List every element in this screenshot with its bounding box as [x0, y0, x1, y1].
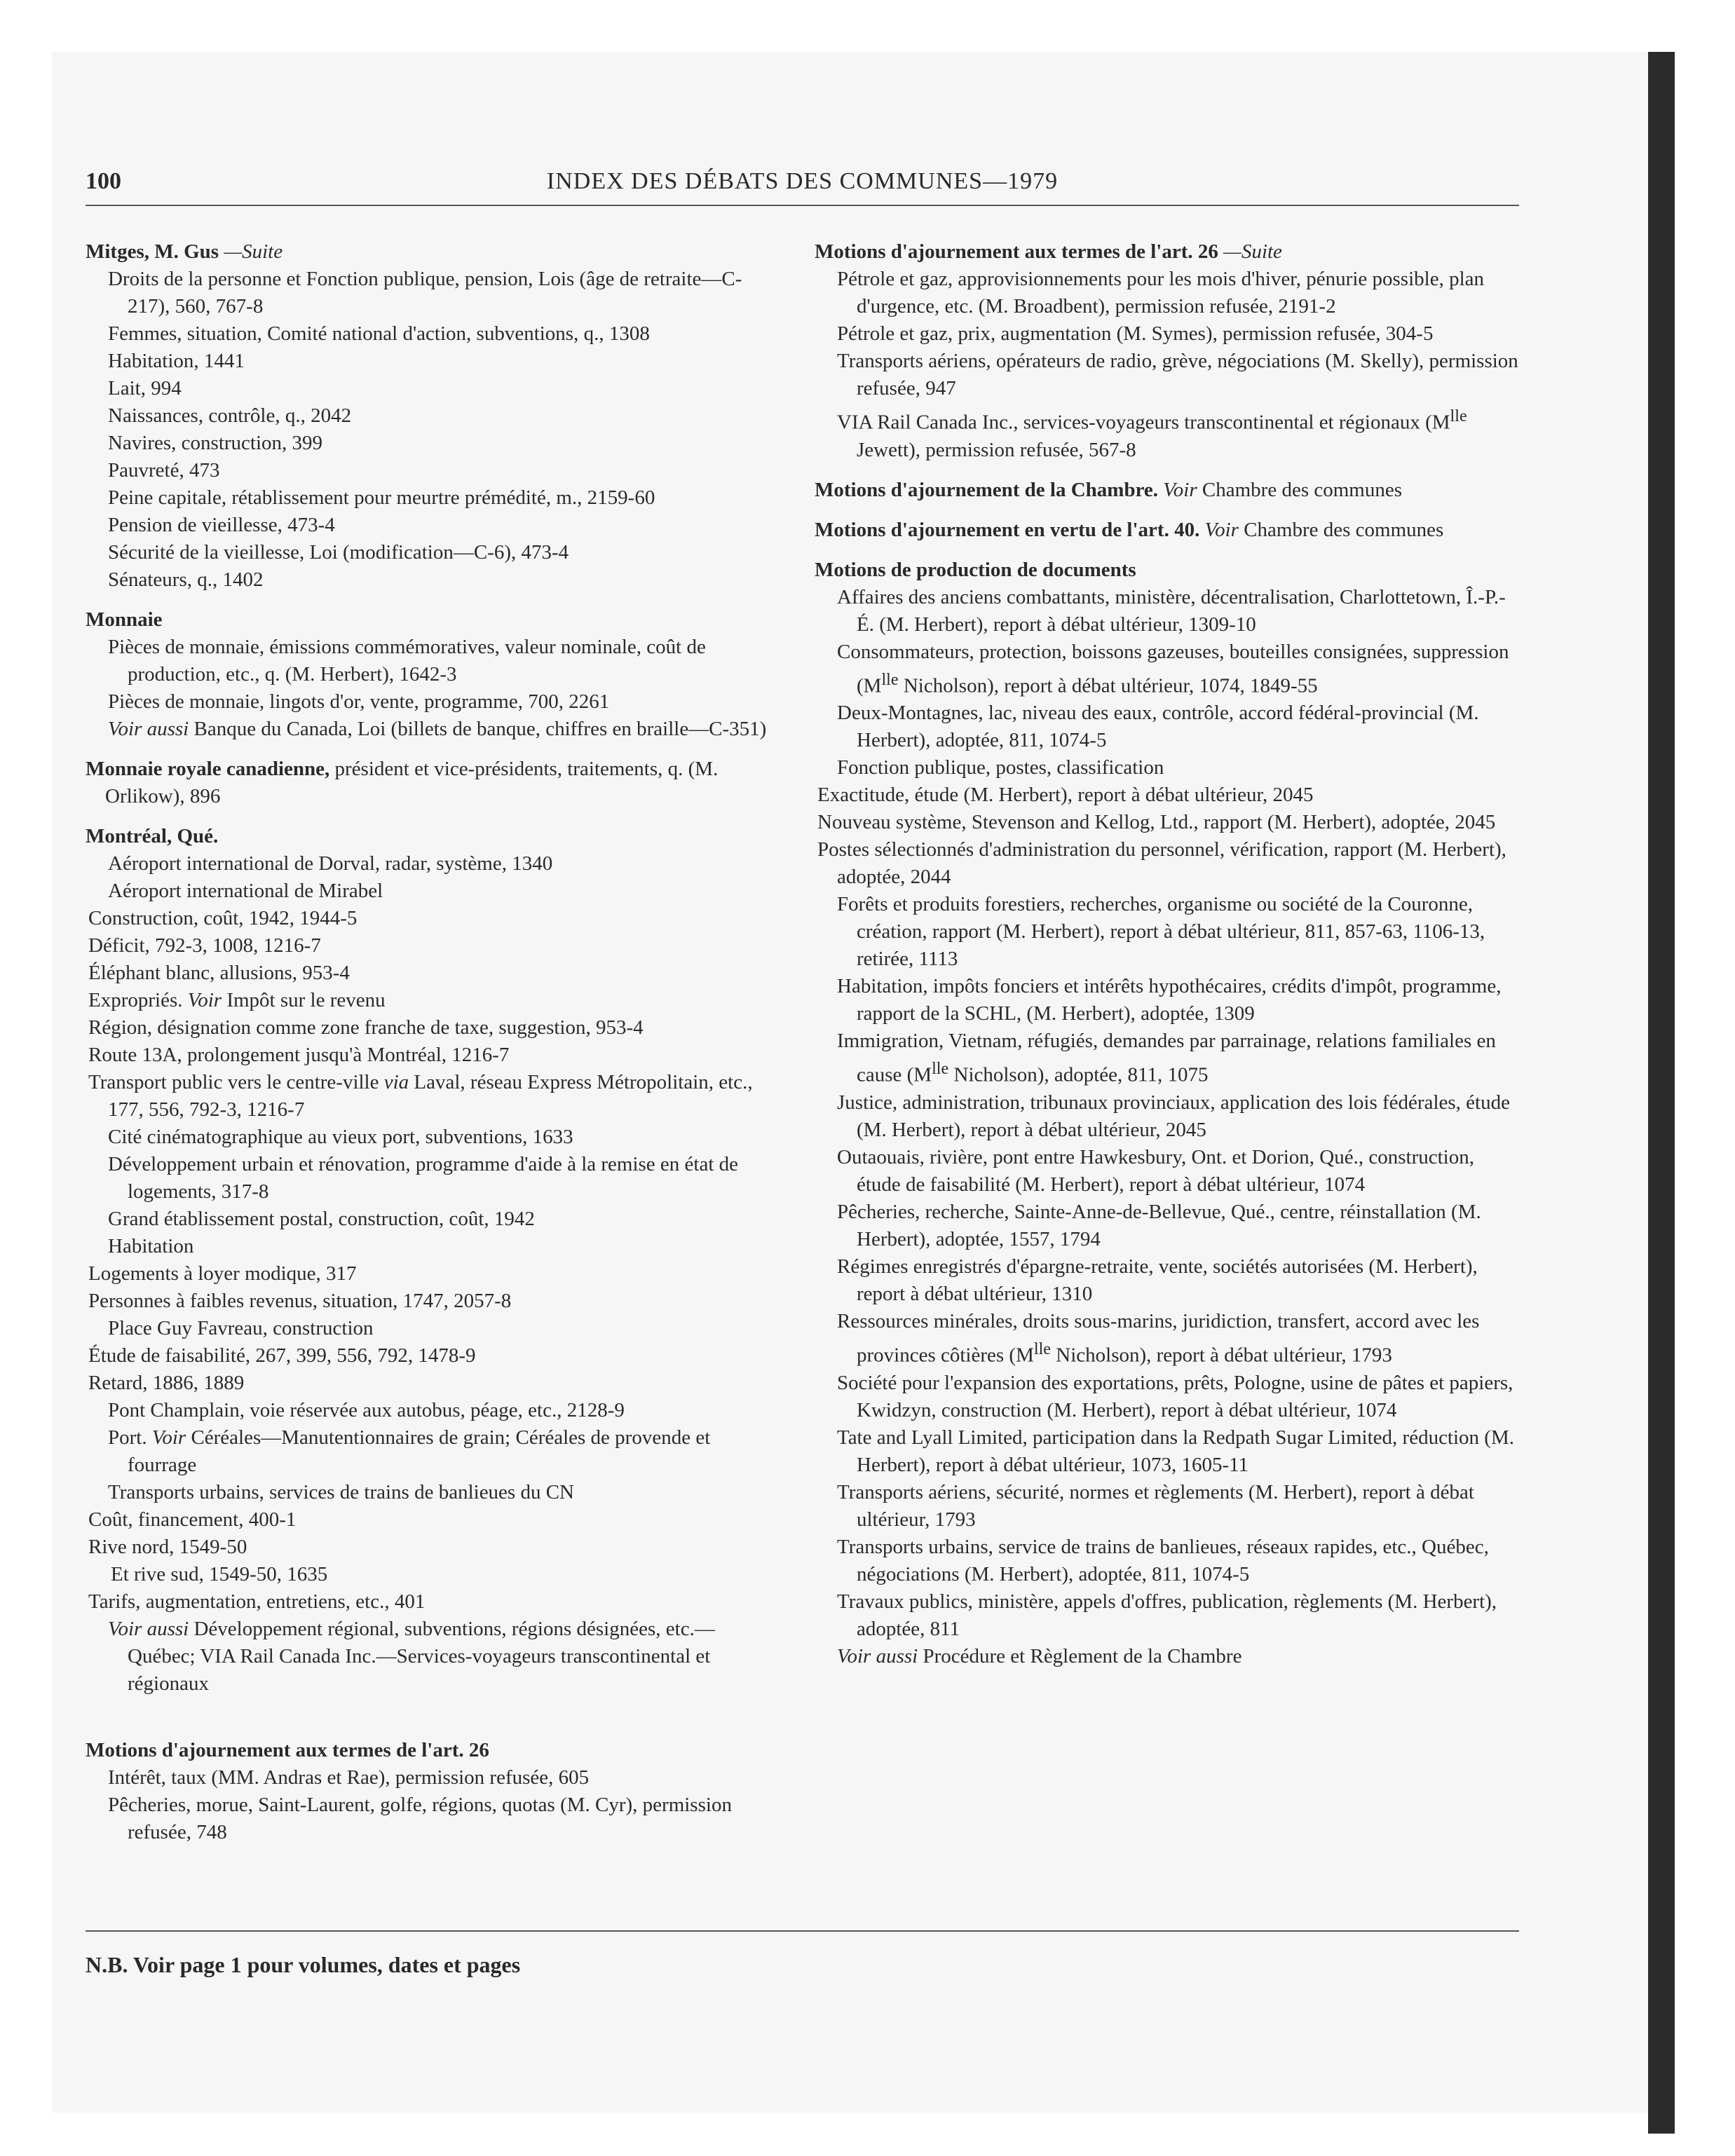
- spacer: [86, 1710, 773, 1737]
- sub-entry: Transports aériens, opérateurs de radio, grève, négociations (M. Skelly), permission refusée, 947: [837, 350, 1518, 400]
- entry-heading: Mitges, M. Gus —Suite: [86, 240, 283, 263]
- sub-entry: VIA Rail Canada Inc., services-voyageurs transcontinental et régionaux ($M^{lle}$ Jewett), permission refusée, 567-8: [837, 407, 1467, 461]
- page-title: INDEX DES DÉBATS DES COMMUNES—1979: [546, 168, 1059, 194]
- sub-entry: Transports aériens, sécurité, normes et règlements (M. Herbert), report à débat ultérieur, 1793: [837, 1480, 1474, 1531]
- entry-heading: Motions d'ajournement aux termes de l'art. 26: [86, 1739, 489, 1761]
- sub-entry: Construction, coût, 1942, 1944-5: [88, 907, 358, 929]
- sub-entry: Route 13A, prolongement jusqu'à Montréal, 1216-7: [88, 1044, 510, 1066]
- sub-entry: Pièces de monnaie, émissions commémoratives, valeur nominale, coût de production, etc., q. (M. Herbert), 1642-3: [108, 636, 706, 685]
- sub-entry: Grand établissement postal, construction, coût, 1942: [108, 1208, 535, 1230]
- sub-entry: Tarifs, augmentation, entretiens, etc., 401: [88, 1590, 426, 1613]
- sub-entry: Peine capitale, rétablissement pour meurtre prémédité, m., 2159-60: [108, 486, 655, 509]
- entry-heading: Motions d'ajournement de la Chambre. Voir Chambre des communes: [815, 478, 1402, 501]
- sub-entry: Retard, 1886, 1889: [88, 1372, 245, 1394]
- sub-entry: Habitation, impôts fonciers et intérêts hypothécaires, crédits d'impôt, programme, rapport de la SCHL, (M. Herbert), adoptée, 1309: [837, 975, 1502, 1025]
- index-entry-chambre: [815, 477, 1519, 504]
- sub-entry: Société pour l'expansion des exportations, prêts, Pologne, usine de pâtes et papiers, Kwidzyn, construction (M. Herbert), report à débat ultérieur, 1074: [837, 1371, 1513, 1421]
- index-entry-montreal: [86, 823, 773, 1698]
- sub-entry: Lait, 994: [108, 377, 182, 400]
- index-entry-monnaie: [86, 606, 773, 743]
- sub-entry: Exactitude, étude (M. Herbert), report à débat ultérieur, 2045: [817, 784, 1314, 807]
- sub-entry: Consommateurs, protection, boissons gazeuses, bouteilles consignées, suppression ($M^{lle}$ Nicholson), report à débat ultérieur, 1074, 1849-55: [837, 640, 1509, 697]
- sub-entry: Intérêt, taux (MM. Andras et Rae), permission refusée, 605: [108, 1766, 590, 1789]
- sub-entry: Femmes, situation, Comité national d'action, subventions, q., 1308: [108, 322, 650, 345]
- sub-entry: Transports urbains, service de trains de banlieues, réseaux rapides, etc., Québec, négociations (M. Herbert), adoptée, 811, 1074-5: [837, 1535, 1489, 1585]
- sub-entry: Outaouais, rivière, pont entre Hawkesbury, Ont. et Dorion, Qué., construction, étude de faisabilité (M. Herbert), report à débat ultérieur, 1074: [837, 1145, 1474, 1196]
- sub-entry: Cité cinématographique au vieux port, subventions, 1633: [108, 1126, 573, 1148]
- sub-entry: Affaires des anciens combattants, ministère, décentralisation, Charlottetown, Î.-P.-É. (M. Herbert), report à débat ultérieur, 1309-10: [837, 585, 1506, 636]
- sub-entry: Étude de faisabilité, 267, 399, 556, 792, 1478-9: [88, 1344, 476, 1367]
- index-entry-art-40: [815, 517, 1519, 544]
- sub-entry: Éléphant blanc, allusions, 953-4: [88, 962, 350, 984]
- sub-entry: Pauvreté, 473: [108, 459, 220, 482]
- sub-entry: Pétrole et gaz, prix, augmentation (M. Symes), permission refusée, 304-5: [837, 322, 1434, 345]
- sub-entry: Postes sélectionnés d'administration du personnel, vérification, rapport (M. Herbert), adoptée, 2044: [817, 838, 1506, 889]
- cross-reference: Voir aussi Développement régional, subventions, régions désignées, etc.—Québec; VIA Rail Canada Inc.—Services-voyageurs transcontinental et régionaux: [108, 1618, 715, 1695]
- cross-reference: Voir aussi Banque du Canada, Loi (billets de banque, chiffres en braille—C-351): [108, 718, 767, 740]
- sub-entry: Pont Champlain, voie réservée aux autobus, péage, etc., 2128-9: [108, 1399, 625, 1421]
- sub-entry: Pièces de monnaie, lingots d'or, vente, programme, 700, 2261: [108, 690, 610, 713]
- entry-heading: Montréal, Qué.: [86, 825, 219, 847]
- sub-entry: Fonction publique, postes, classification: [837, 756, 1164, 779]
- sub-entry: Pension de vieillesse, 473-4: [108, 514, 335, 536]
- footnote: N.B. Voir page 1 pour volumes, dates et pages: [86, 1952, 521, 1977]
- page-header: [86, 168, 1519, 206]
- right-column: [815, 238, 1519, 1683]
- sub-entry: Déficit, 792-3, 1008, 1216-7: [88, 934, 321, 957]
- sub-entry: Deux-Montagnes, lac, niveau des eaux, contrôle, accord fédéral-provincial (M. Herbert), adoptée, 811, 1074-5: [837, 702, 1479, 752]
- sub-entry: Pêcheries, recherche, Sainte-Anne-de-Bellevue, Qué., centre, réinstallation (M. Herbert), adoptée, 1557, 1794: [837, 1200, 1481, 1250]
- scan-edge-shadow: [1648, 52, 1675, 2134]
- cross-reference: Voir aussi Procédure et Règlement de la Chambre: [837, 1644, 1242, 1667]
- sub-entry: Personnes à faibles revenus, situation, 1747, 2057-8: [88, 1290, 512, 1312]
- sub-entry: Et rive sud, 1549-50, 1635: [111, 1563, 328, 1585]
- sub-entry: Tate and Lyall Limited, participation dans la Redpath Sugar Limited, réduction (M. Herbert), report à débat ultérieur, 1073, 1605-11: [837, 1426, 1514, 1476]
- entry-heading: Motions de production de documents: [815, 558, 1136, 581]
- footer-rule: [86, 1930, 1519, 1932]
- sub-entry: Habitation, 1441: [108, 350, 245, 372]
- sub-entry: Droits de la personne et Fonction publique, pension, Lois (âge de retraite—C-217), 560, 767-8: [108, 268, 742, 318]
- sub-entry: Justice, administration, tribunaux provinciaux, application des lois fédérales, étude (M. Herbert), report à débat ultérieur, 2045: [837, 1091, 1510, 1141]
- sub-entry: Développement urbain et rénovation, programme d'aide à la remise en état de logements, 317-8: [108, 1153, 739, 1203]
- sub-entry: Rive nord, 1549-50: [88, 1536, 247, 1558]
- entry-heading: Monnaie royale canadienne, président et vice-présidents, traitements, q. (M. Orlikow), 896: [86, 758, 719, 807]
- sub-entry: Logements à loyer modique, 317: [88, 1262, 357, 1285]
- sub-entry: Pétrole et gaz, approvisionnements pour les mois d'hiver, pénurie possible, plan d'urgence, etc. (M. Broadbent), permission refusée, 2191-2: [837, 268, 1485, 318]
- index-entry-monnaie-royale: [86, 756, 773, 810]
- sub-entry: Immigration, Vietnam, réfugiés, demandes par parrainage, relations familiales en cause ($M^{lle}$ Nicholson), adoptée, 811, 1075: [837, 1030, 1496, 1086]
- sub-entry: Port. Voir Céréales—Manutentionnaires de grain; Céréales de provende et fourrage: [108, 1426, 711, 1476]
- sub-entry: Sénateurs, q., 1402: [108, 568, 264, 591]
- sub-entry: Travaux publics, ministère, appels d'offres, publication, règlements (M. Herbert), adoptée, 811: [837, 1590, 1497, 1640]
- sub-entry: Nouveau système, Stevenson and Kellog, Ltd., rapport (M. Herbert), adoptée, 2045: [817, 811, 1496, 834]
- sub-entry: Ressources minérales, droits sous-marins, juridiction, transfert, accord avec les provinces côtières ($M^{lle}$ Nicholson), report à débat ultérieur, 1793: [837, 1309, 1480, 1367]
- left-column: [86, 238, 773, 1859]
- sub-entry: Aéroport international de Dorval, radar, système, 1340: [108, 852, 553, 875]
- entry-heading: Motions d'ajournement en vertu de l'art. 40. Voir Chambre des communes: [815, 518, 1444, 541]
- page-number: 100: [86, 168, 121, 194]
- index-entry-motions-26-suite: [815, 238, 1519, 464]
- sub-entry: Sécurité de la vieillesse, Loi (modification—C-6), 473-4: [108, 541, 569, 564]
- sub-entry: Habitation: [108, 1235, 194, 1257]
- index-entry-motions-26: [86, 1737, 773, 1846]
- entry-heading: Motions d'ajournement aux termes de l'art. 26 —Suite: [815, 240, 1282, 263]
- sub-entry: Région, désignation comme zone franche de taxe, suggestion, 953-4: [88, 1016, 644, 1039]
- sub-entry: Transports urbains, services de trains de banlieues du CN: [108, 1481, 575, 1503]
- sub-entry: Transport public vers le centre-ville via Laval, réseau Express Métropolitain, etc., 177, 556, 792-3, 1216-7: [88, 1071, 753, 1121]
- sub-entry: Régimes enregistrés d'épargne-retraite, vente, sociétés autorisées (M. Herbert), report à débat ultérieur, 1310: [837, 1255, 1478, 1305]
- sub-entry: Naissances, contrôle, q., 2042: [108, 404, 352, 427]
- sub-entry: Expropriés. Voir Impôt sur le revenu: [88, 989, 386, 1011]
- index-entry-production: [815, 557, 1519, 1670]
- entry-heading: Monnaie: [86, 608, 163, 631]
- sub-entry: Navires, construction, 399: [108, 432, 323, 454]
- index-entry-mitges: [86, 238, 773, 594]
- sub-entry: Pêcheries, morue, Saint-Laurent, golfe, régions, quotas (M. Cyr), permission refusée, 748: [108, 1794, 732, 1843]
- sub-entry: Forêts et produits forestiers, recherches, organisme ou société de la Couronne, création, rapport (M. Herbert), report à débat ultérieur, 811, 857-63, 1106-13, retirée, 1113: [837, 893, 1485, 971]
- sub-entry: Place Guy Favreau, construction: [108, 1317, 374, 1339]
- sub-entry: Coût, financement, 400-1: [88, 1508, 297, 1531]
- sub-entry: Aéroport international de Mirabel: [108, 880, 383, 902]
